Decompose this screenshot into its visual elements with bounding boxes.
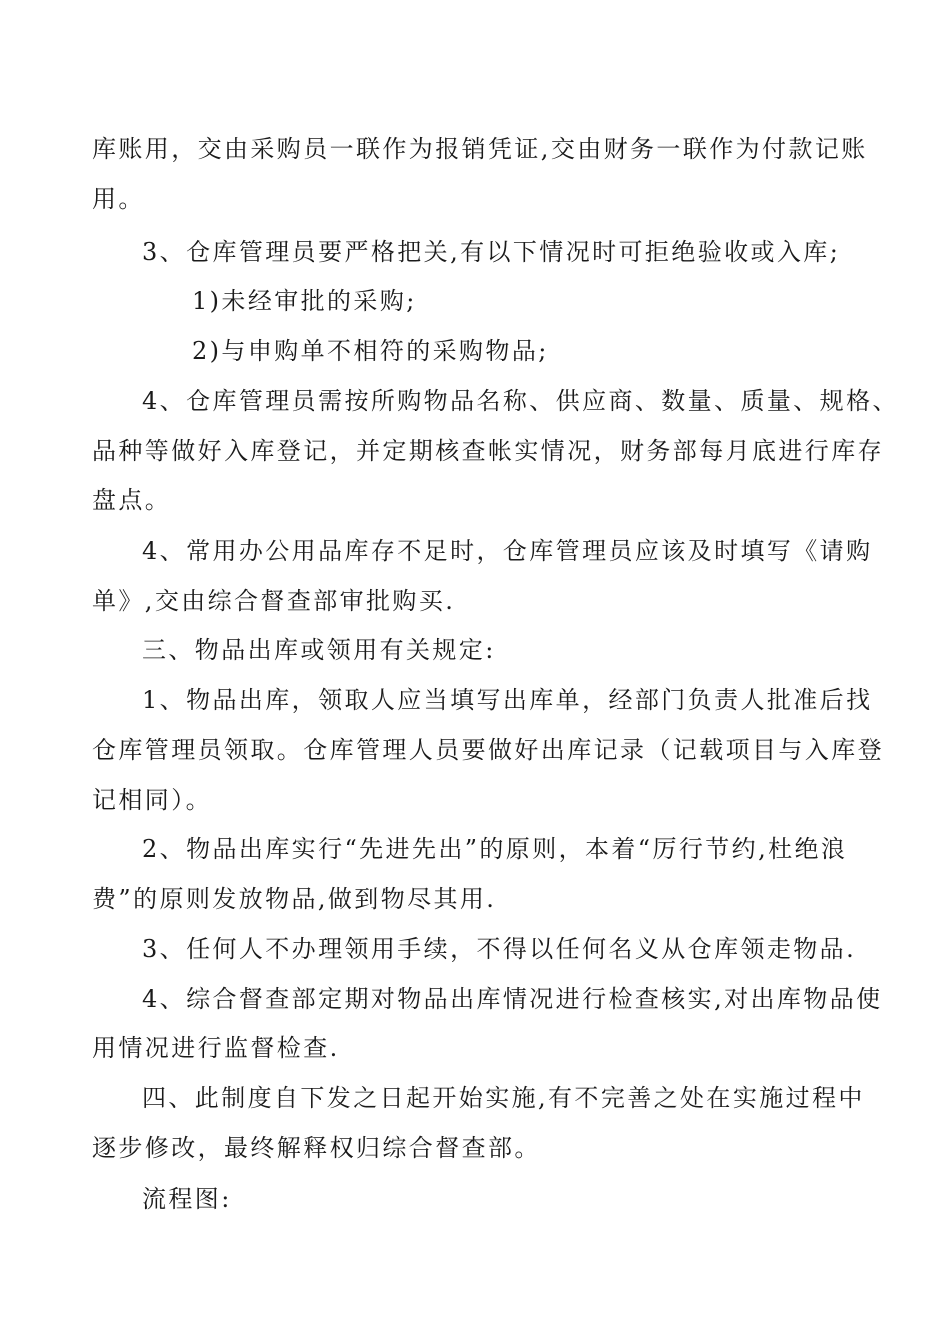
paragraph-line: 4、仓库管理员需按所购物品名称、供应商、数量、质量、规格、 bbox=[142, 387, 899, 415]
paragraph-line: 四、此制度自下发之日起开始实施,有不完善之处在实施过程中 bbox=[142, 1084, 865, 1112]
section-heading: 三、物品出库或领用有关规定: bbox=[142, 636, 496, 664]
list-item: 2)与申购单不相符的采购物品; bbox=[192, 337, 549, 365]
paragraph-line: 逐步修改，最终解释权归综合督查部。 bbox=[92, 1134, 541, 1162]
paragraph-line: 3、任何人不办理领用手续，不得以任何名义从仓库领走物品. bbox=[142, 935, 857, 963]
list-item: 1)未经审批的采购; bbox=[192, 287, 417, 315]
paragraph-line: 4、常用办公用品库存不足时，仓库管理员应该及时填写《请购 bbox=[142, 537, 873, 565]
paragraph-line: 单》,交由综合督查部审批购买. bbox=[92, 587, 456, 615]
paragraph-line: 用情况进行监督检查. bbox=[92, 1034, 340, 1062]
paragraph-line: 1、物品出库，领取人应当填写出库单，经部门负责人批准后找 bbox=[142, 686, 873, 714]
paragraph-line: 4、综合督查部定期对物品出库情况进行检查核实,对出库物品使 bbox=[142, 985, 883, 1013]
paragraph-line: 3、仓库管理员要严格把关,有以下情况时可拒绝验收或入库; bbox=[142, 238, 841, 266]
paragraph-line: 仓库管理员领取。仓库管理人员要做好出库记录（记载项目与入库登 bbox=[92, 736, 884, 764]
paragraph-line: 品种等做好入库登记，并定期核查帐实情况，财务部每月底进行库存 bbox=[92, 437, 884, 465]
paragraph-line: 费”的原则发放物品,做到物尽其用. bbox=[92, 885, 497, 913]
paragraph-line: 2、物品出库实行“先进先出”的原则，本着“厉行节约,杜绝浪 bbox=[142, 835, 848, 863]
paragraph-line: 用。 bbox=[92, 185, 145, 213]
paragraph-line: 库账用，交由采购员一联作为报销凭证,交由财务一联作为付款记账 bbox=[92, 135, 868, 163]
paragraph-line: 盘点。 bbox=[92, 486, 172, 514]
paragraph-line: 记相同）。 bbox=[92, 786, 212, 814]
flowchart-label: 流程图: bbox=[142, 1185, 232, 1213]
